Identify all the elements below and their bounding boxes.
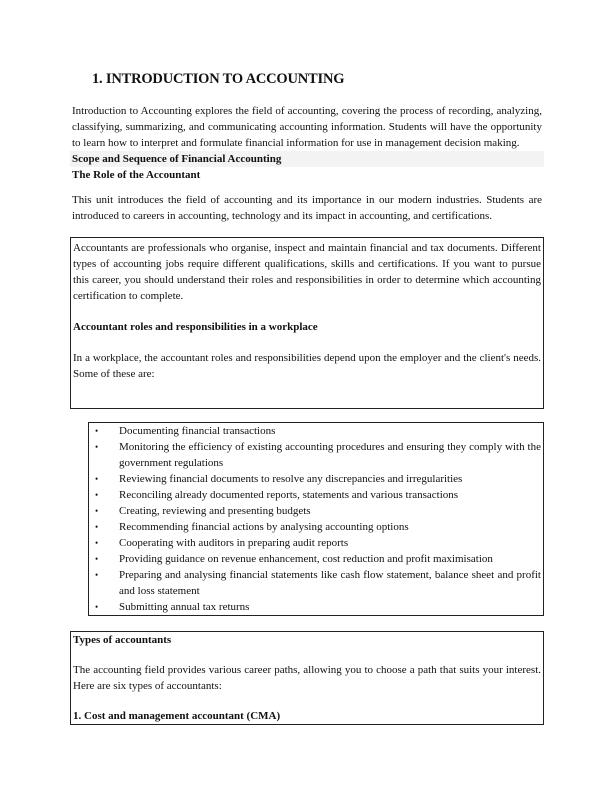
- document-page: [70, 0, 544, 745]
- unit-paragraph: This unit introduces the field of accounting and its importance in our modern industries. Students are introduced to careers in accounting, technology and its impact in accounting, and certifications.: [72, 194, 542, 222]
- types-paragraph: The accounting field provides various career paths, allowing you to choose a path that suits your interest. Here are six types of accountants:: [73, 664, 541, 692]
- types-box: [70, 631, 544, 725]
- list-item: • Reconciling already documented reports, statements and various transactions: [119, 487, 541, 503]
- page-title: 1. INTRODUCTION TO ACCOUNTING: [92, 71, 345, 87]
- responsibilities-list: [93, 423, 541, 615]
- cma-heading: 1. Cost and management accountant (CMA): [73, 710, 281, 722]
- role-heading: The Role of the Accountant: [72, 169, 201, 181]
- accountants-paragraph: Accountants are professionals who organise, inspect and maintain financial and tax documents. Different types of accounting jobs require different qualifications, skills and certifications. If you want to pursue this career, you should understand their roles and responsibilities in order to determine which accounting certification to complete.: [73, 242, 541, 302]
- list-item: • Recommending financial actions by analysing accounting options: [119, 519, 541, 535]
- list-item: • Reviewing financial documents to resolve any discrepancies and irregularities: [119, 471, 541, 487]
- list-item: • Preparing and analysing financial statements like cash flow statement, balance sheet and profit and loss statement: [119, 567, 541, 599]
- responsibilities-box: [88, 422, 544, 616]
- list-item: • Documenting financial transactions: [119, 423, 541, 439]
- workplace-paragraph: In a workplace, the accountant roles and responsibilities depend upon the employer and the client's needs. Some of these are:: [73, 352, 541, 380]
- roles-heading: Accountant roles and responsibilities in a workplace: [73, 321, 318, 333]
- accountants-box: [70, 237, 544, 409]
- types-heading: Types of accountants: [73, 634, 172, 646]
- list-item: • Monitoring the efficiency of existing accounting procedures and ensuring they comply with the government regulations: [119, 439, 541, 471]
- list-item: • Creating, reviewing and presenting budgets: [119, 503, 541, 519]
- scope-heading: Scope and Sequence of Financial Accounting: [70, 151, 544, 167]
- list-item: • Submitting annual tax returns: [119, 599, 541, 615]
- list-item: • Cooperating with auditors in preparing audit reports: [119, 535, 541, 551]
- intro-paragraph: Introduction to Accounting explores the field of accounting, covering the process of recording, analyzing, classifying, summarizing, and communicating accounting information. Students will have the opportunity to learn how to interpret and formulate financial information for use in management decision making.: [72, 105, 542, 149]
- list-item: • Providing guidance on revenue enhancement, cost reduction and profit maximisation: [119, 551, 541, 567]
